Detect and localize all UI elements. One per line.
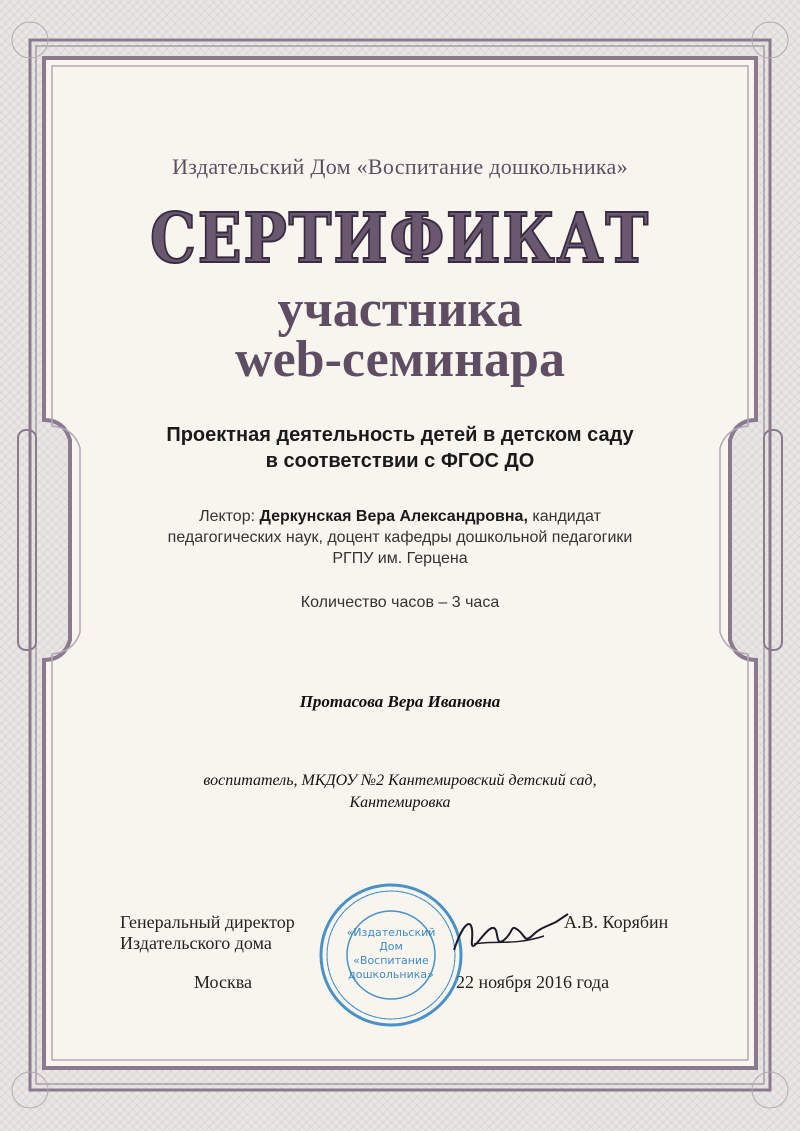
lecturer-name: Деркунская Вера Александровна, [259, 508, 528, 525]
stamp-line-3: «Воспитание [353, 954, 429, 967]
subtitle-line-2: web-семинара [235, 331, 565, 388]
position-line-2: Кантемировка [349, 794, 451, 811]
participant-name: Протасова Вера Ивановна [299, 692, 501, 711]
certificate-title-text: СЕРТИФИКАТ [150, 199, 650, 279]
topic-line-2: в соответствии с ФГОС ДО [265, 450, 535, 472]
lecturer-info [134, 506, 666, 569]
lecturer-title-1: кандидат [527, 508, 601, 525]
subtitle-line-1: участника [277, 281, 523, 338]
position-line-1: воспитатель, МКДОУ №2 Кантемировский детский сад, [203, 772, 597, 789]
city: Москва [194, 972, 252, 992]
lecturer-label: Лектор: [199, 508, 260, 525]
stamp-line-1: «Издательский [346, 926, 436, 939]
publisher-name: Издательский Дом «Воспитание дошкольника» [172, 154, 628, 179]
certificate-body [44, 58, 756, 1068]
participant-position [124, 770, 676, 814]
signer-name: А.В. Корябин [564, 912, 669, 932]
certificate-title [140, 198, 660, 278]
signature [444, 900, 574, 970]
stamp-line-4: дошкольника» [348, 968, 434, 981]
hours-count: Количество часов – 3 часа [300, 594, 500, 611]
stamp-line-2: Дом [379, 940, 403, 953]
issue-date: 22 ноября 2016 года [456, 972, 610, 992]
signer-role [120, 912, 295, 954]
seminar-topic [104, 422, 696, 474]
lecturer-title-2: педагогических наук, доцент кафедры дошкольной педагогики [167, 529, 633, 546]
signer-role-line-2: Издательского дома [120, 933, 272, 953]
lecturer-line-1 [134, 506, 666, 527]
signer-role-line-1: Генеральный директор [120, 912, 295, 932]
topic-line-1: Проектная деятельность детей в детском саду [166, 424, 634, 446]
lecturer-title-3: РГПУ им. Герцена [332, 550, 468, 567]
